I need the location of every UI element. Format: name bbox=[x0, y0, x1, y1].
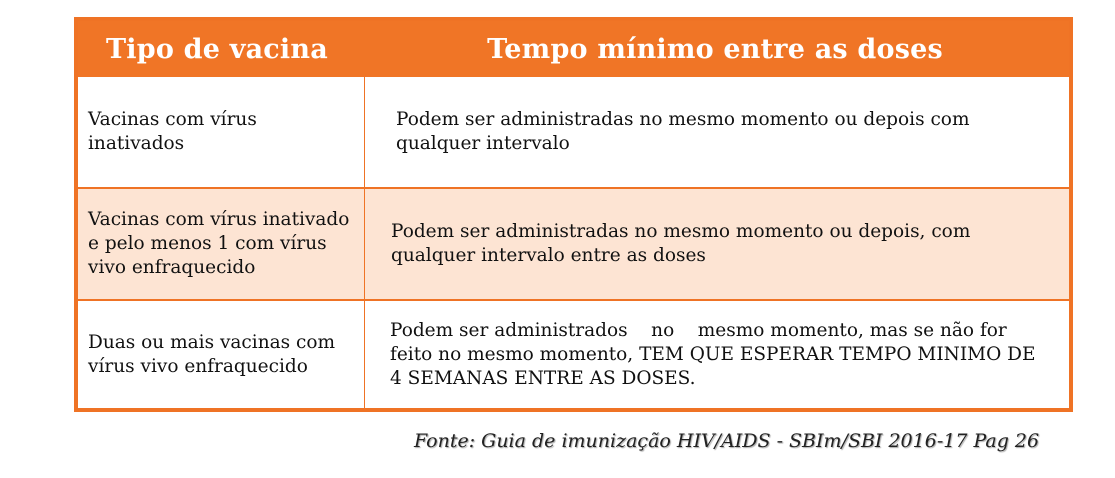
header-minimum-interval: Tempo mínimo entre as doses bbox=[487, 33, 943, 65]
row-divider bbox=[78, 187, 1069, 189]
table-header bbox=[78, 21, 1069, 77]
header-vaccine-type: Tipo de vacina bbox=[106, 33, 328, 65]
interval-cell: Podem ser administrados no mesmo momento, mas se não for feito no mesmo momento, TEM QUE ESPERAR TEMPO MINIMO DE 4 SEMANAS ENTRE AS DOSES. bbox=[390, 319, 1042, 389]
interval-cell: Podem ser administradas no mesmo momento ou depois com qualquer intervalo bbox=[396, 109, 970, 154]
table-row bbox=[78, 189, 1069, 299]
vaccine-type-cell: Vacinas com vírus inativado e pelo menos 1 com vírus vivo enfraquecido bbox=[88, 209, 350, 278]
column-divider bbox=[364, 77, 365, 408]
source-citation: Fonte: Guia de imunização HIV/AIDS - SBIm/SBI 2016-17 Pag 26 bbox=[414, 430, 1040, 452]
row-divider bbox=[78, 299, 1069, 301]
table-row bbox=[78, 301, 1069, 408]
vaccine-type-cell: Duas ou mais vacinas com vírus vivo enfraquecido bbox=[88, 331, 336, 377]
vaccine-interval-table bbox=[74, 17, 1073, 412]
interval-cell: Podem ser administradas no mesmo momento ou depois, com qualquer intervalo entre as doses bbox=[391, 221, 971, 266]
vaccine-type-cell: Vacinas com vírus inativados bbox=[88, 109, 257, 154]
table-row bbox=[78, 77, 1069, 187]
